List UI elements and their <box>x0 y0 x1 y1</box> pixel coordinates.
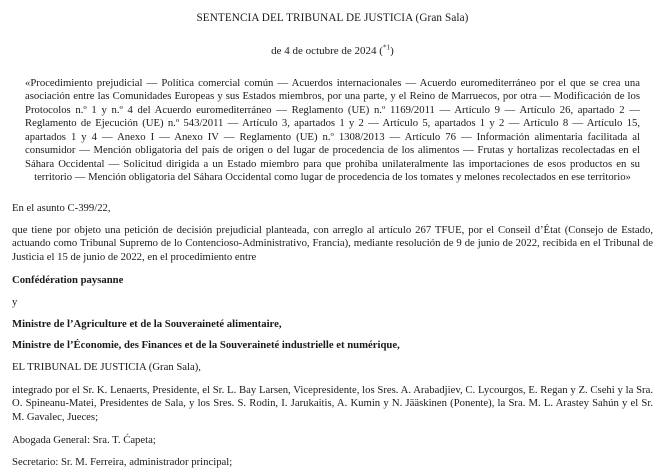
defendant-name-one: Ministre de l’Agriculture et de la Souveraineté alimentaire, <box>12 317 282 330</box>
case-number-line: En el asunto C-399/22, <box>12 201 111 214</box>
page-title: SENTENCIA DEL TRIBUNAL DE JUSTICIA (Gran Sala) <box>196 12 469 24</box>
judgment-date-suffix: ) <box>390 45 394 57</box>
applicant-name: Confédération paysanne <box>12 273 124 286</box>
keywords-block: «Procedimiento prejudicial — Política comercial común — Acuerdos internacionales — Acuerdo euromediterráneo por el que se crea una asociación entre las Comunidades Europeas y sus Estados miembros, por una parte, y el Reino de Marruecos, por otra — Modificación de los Protocolos n.º 1 y n.º 4 del Acuerdo euromediterráneo — Reglamento (UE) n.º 1169/2011 — Artículo 9 — Artículo 26, apartado 2 — Reglamento de Ejecución (UE) n.º 543/2011 — Artículo 3, apartados 1 y 2 — Artículo 5, apartados 1 y 2 — Artículo 8 — Artículo 15, apartados 1 y 4 — Anexo I — Anexo IV — Reglamento (UE) n.º 1308/2013 — Artículo 76 — Información alimentaria facilitada al consumidor — Mención obligatoria del país de origen o del lugar de procedencia de los alimentos — Frutas y hortalizas recolectadas en el Sáhara Occidental — Solicitud dirigida a un Estado miembro para que prohíba unilateralmente las importaciones de esos productos en su territorio — Mención obligatoria del Sáhara Occidental como lugar de procedencia de los tomates y melones recolectados en ese territorio» <box>25 77 640 184</box>
advocate-general-line: Abogada General: Sra. T. Ćapeta; <box>12 433 156 446</box>
footnote-asterisk: * <box>382 43 387 52</box>
parties-conjunction: y <box>12 295 18 308</box>
defendant-name-two: Ministre de l’Économie, des Finances et de la Souveraineté industrielle et numérique, <box>12 339 400 352</box>
referral-paragraph: que tiene por objeto una petición de decisión prejudicial planteada, con arreglo al artículo 267 TFUE, por el Conseil d’État (Consejo de Estado, actuando como Tribunal Supremo de lo Contencioso-Administrativo, Francia), mediante resolución de 9 de junio de 2022, recibida en el Tribunal de Justicia el 15 de junio de 2022, en el procedimiento entre <box>12 224 653 263</box>
document-body <box>12 202 653 469</box>
footnote-number: 1 <box>386 43 391 52</box>
registrar-line: Secretario: Sr. M. Ferreira, administrador principal; <box>12 455 233 468</box>
court-designation: EL TRIBUNAL DE JUSTICIA (Gran Sala), <box>12 361 201 374</box>
judgment-date-text: de 4 de octubre de 2024 ( <box>271 45 383 57</box>
document-page <box>0 11 665 468</box>
judgment-date <box>12 44 653 58</box>
court-composition: integrado por el Sr. K. Lenaerts, Presidente, el Sr. L. Bay Larsen, Vicepresidente, los Sres. A. Arabadjiev, C. Lycourgos, E. Regan y Z. Csehi y la Sra. O. Spineanu-Matei, Presidentes de Sala, y los Sres. S. Rodin, I. Jarukaitis, A. Kumin y N. Jääskinen (Ponente), la Sra. M. L. Arastey Sahún y el Sr. M. Gavalec, Jueces; <box>12 383 653 423</box>
